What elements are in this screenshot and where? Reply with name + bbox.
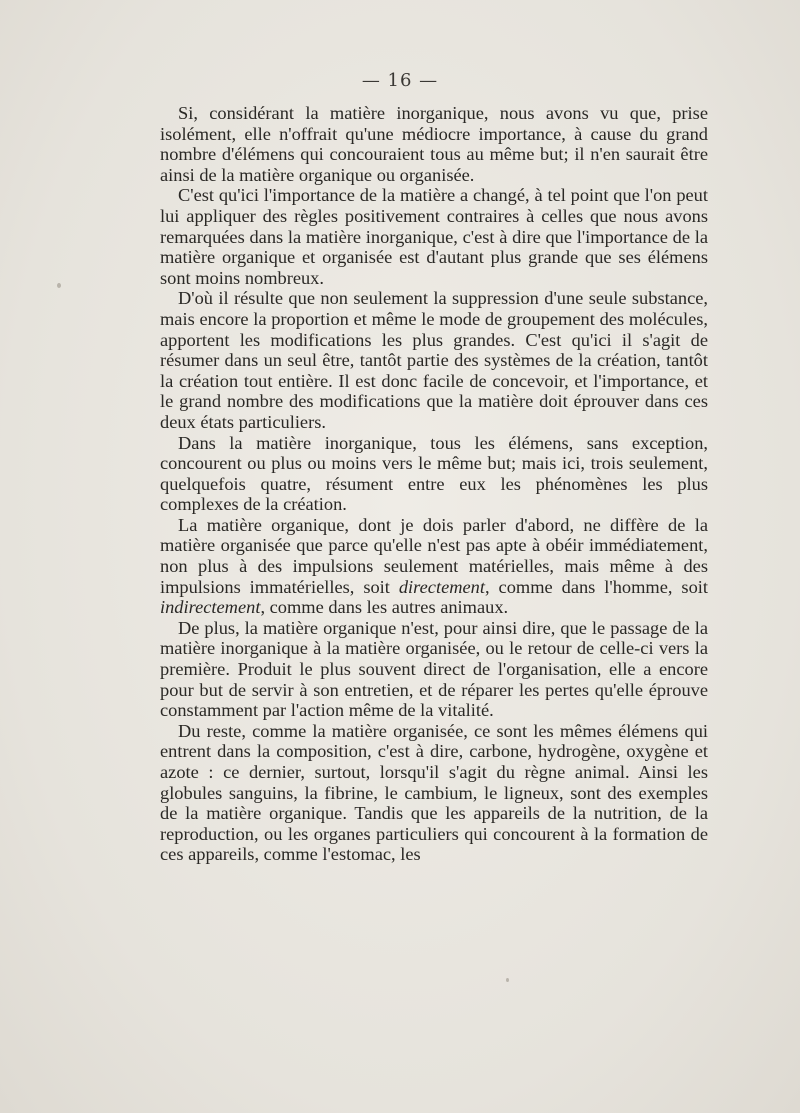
paragraph-1: Si, considérant la matière inorganique, nous avons vu que, prise isolément, elle n'offrait qu'une médiocre importance, à cause du grand nombre d'élémens qui concouraient tous au même but; il n'en saurait être ainsi de la matière organique ou organisée. bbox=[160, 103, 708, 185]
paper-speck bbox=[506, 978, 509, 982]
paragraph-4: Dans la matière inorganique, tous les élémens, sans exception, concourent ou plus ou moins vers le même but; mais ici, trois seulement, quelquefois quatre, résument entre eux les phénomènes les plus complexes de la création. bbox=[160, 432, 708, 515]
paragraph-2: C'est qu'ici l'importance de la matière a changé, à tel point que l'on peut lui appliquer des règles positivement contraires à celles que nous avons remarquées dans la matière inorganique, c'est à dire que l'importance de la matière organique et organisée est d'autant plus grande que ses élémens sont moins nombreux. bbox=[160, 185, 708, 288]
paragraph-5-part-3: , comme dans les autres animaux. bbox=[260, 597, 509, 618]
paragraph-5-part-2: , comme dans l'homme, soit bbox=[484, 576, 708, 597]
page-number: — 16 — bbox=[361, 70, 439, 91]
paragraph-5-part-1: La matière organique, dont je dois parler d'abord, ne diffère de la matière organisée que parce qu'elle n'est pas apte à obéir immédiatement, non plus à des impulsions seulement matérielles, mais même à des impulsions immatérielles, soit bbox=[160, 514, 708, 597]
paragraph-3: D'où il résulte que non seulement la suppression d'une seule substance, mais encore la proportion et même le mode de groupement des molécules, apportent les modifications les plus grandes. C'est qu'ici il s'agit de résumer dans un seul être, tantôt partie des systèmes de la création, tantôt la création tout entière. Il est donc facile de concevoir, et l'importance, et le grand nombre des modifications que la matière doit éprouver dans ces deux états particuliers. bbox=[160, 288, 708, 432]
paper-speck bbox=[57, 283, 61, 288]
paragraph-5 bbox=[160, 515, 708, 618]
body-text bbox=[160, 103, 708, 865]
paragraph-7: Du reste, comme la matière organisée, ce sont les mêmes élémens qui entrent dans la composition, c'est à dire, carbone, hydrogène, oxygène et azote : ce dernier, surtout, lorsqu'il s'agit du règne animal. Ainsi les globules sanguins, la fibrine, le cambium, le ligneux, sont des exemples de la matière organique. Tandis que les appareils de la nutrition, de la reproduction, ou les organes particuliers qui concourent à la formation de ces appareils, comme l'estomac, les bbox=[160, 720, 708, 865]
paragraph-6: De plus, la matière organique n'est, pour ainsi dire, que le passage de la matière inorganique à la matière organisée, ou le retour de celle-ci vers la première. Produit le plus souvent direct de l'organisation, elle a encore pour but de servir à son entretien, et de réparer les pertes qu'elle éprouve constamment par l'action même de la vitalité. bbox=[160, 617, 708, 721]
italic-directement: directement bbox=[398, 576, 485, 597]
italic-indirectement: indirectement bbox=[160, 597, 261, 618]
